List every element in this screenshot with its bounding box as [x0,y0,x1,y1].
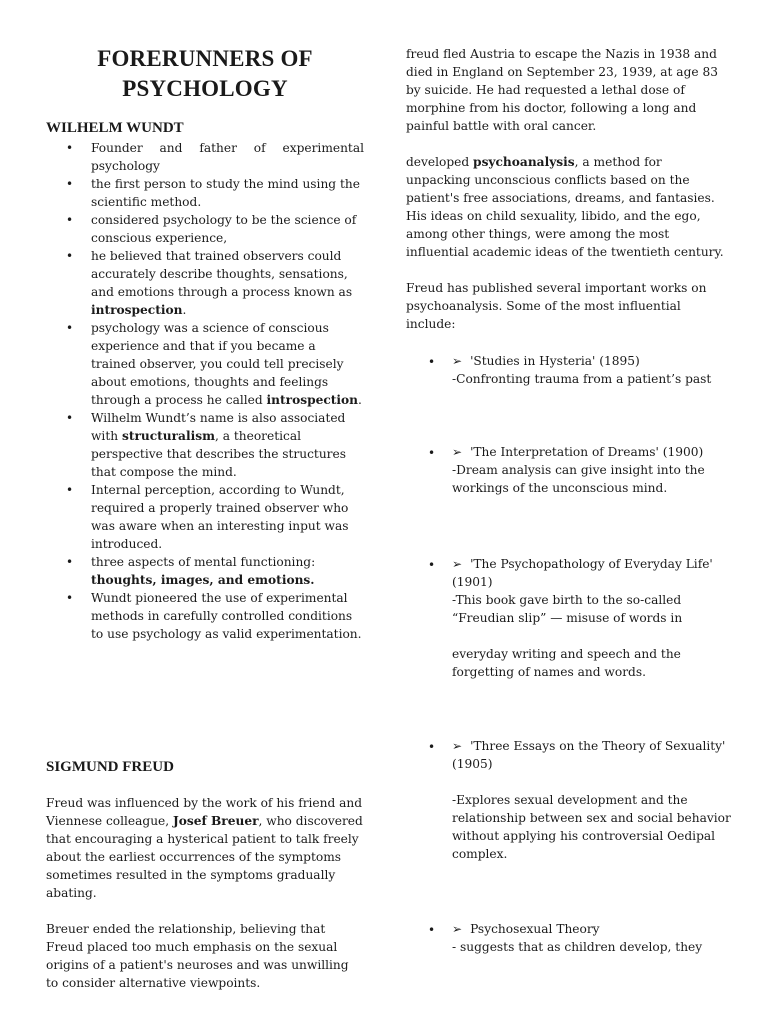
list-item [46,481,364,553]
paragraph-text: , a method for unpacking unconscious conflicts based on the patient's free associations, dreams, and fantasies. His ideas on child sexuality, libido, and the ego, among other things, were among the most influential academic ideas of the twentieth century. [406,155,724,259]
works-list-item [406,555,736,681]
page-title [46,44,364,104]
work-title [452,443,736,461]
arrow-icon: ➢ [452,739,463,753]
work-title-text: 'Three Essays on the Theory of Sexuality' (1905) [452,739,726,771]
left-column [46,44,364,990]
work-description: -This book gave birth to the so-called “Freudian slip” — misuse of words in [452,593,683,625]
work-title-text: 'The Interpretation of Dreams' (1900) [470,445,704,459]
list-item [46,409,364,481]
list-item-text: the first person to study the mind using the scientific method. [91,177,360,209]
bullet-icon: • [428,740,436,754]
list-item-text: Wilhelm Wundt’s name is also associated with [91,411,346,443]
spacer [406,261,724,279]
paragraph-text: , who discovered that encouraging a hysterical patient to talk freely about the earliest occurrences of the symptoms sometimes resulted in the symptoms gradually abating. [46,814,363,900]
list-item-text: he believed that trained observers could accurately describe thoughts, sensations, and emotions through a process known as [91,249,353,299]
list-item [46,319,364,409]
bullet-icon: • [428,355,436,369]
work-title-text: Psychosexual Theory [470,922,600,936]
bold-term: introspection [266,393,359,407]
work-description: - suggests that as children develop, they [452,940,703,954]
right-column [406,45,731,954]
paragraph: Freud has published several important works on psychoanalysis. Some of the most influential include: [406,281,707,331]
bullet-icon: • [428,558,436,572]
paragraph [406,153,724,261]
arrow-icon: ➢ [452,922,463,936]
list-item-text: , a theoretical perspective that describes the structures that compose the mind. [91,429,346,479]
spacer [406,135,724,153]
paragraph: freud fled Austria to escape the Nazis in 1938 and died in England on September 23, 1939, at age 83 by suicide. He had requested a lethal dose of morphine from his doctor, following a long and painful battle with oral cancer. [406,47,718,133]
paragraph [46,794,364,902]
bullet-icon: • [428,923,436,937]
bold-term: structuralism [121,429,215,443]
paragraph-text: developed [406,155,474,169]
work-description: -Confronting trauma from a patient’s past [452,372,712,386]
bullet-icon: • [428,446,436,460]
list-item-text: Internal perception, according to Wundt, required a properly trained observer who was aware when an interesting input was introduced. [91,483,349,551]
work-description: everyday writing and speech and the forgetting of names and words. [452,647,681,679]
list-item-text: . [182,303,187,317]
paragraph: Breuer ended the relationship, believing that Freud placed too much emphasis on the sexual origins of a patient's neuroses and was unwilling to consider alternative viewpoints. [46,922,349,990]
list-item-text: considered psychology to be the science of conscious experience, [91,213,357,245]
freud-heading: SIGMUND FREUD [46,759,174,775]
work-description: -Explores sexual development and the relationship between sex and social behavior without applying his controversial Oedipal complex. [452,793,731,861]
list-item [46,589,364,643]
list-item [46,139,364,175]
works-list-item [406,352,736,388]
work-title-text: 'The Psychopathology of Everyday Life' (1901) [452,557,713,589]
work-title [452,352,736,370]
paragraph-text: Freud was influenced by the work of his friend and Viennese colleague, [46,796,363,828]
list-item [46,175,364,211]
work-description: -Dream analysis can give insight into the workings of the unconscious mind. [452,463,705,495]
list-item [46,247,364,319]
work-title [452,737,736,773]
list-item-text: Wundt pioneered the use of experimental methods in carefully controlled conditions to use psychology as valid experimentation. [91,591,362,641]
arrow-icon: ➢ [452,557,463,571]
bold-term: Josef Breuer [173,814,259,828]
wundt-bullet-list [46,139,364,643]
bold-term: psychoanalysis [473,155,575,169]
title-line-2: PSYCHOLOGY [122,76,288,101]
works-list-item [406,920,736,956]
bold-term: introspection [91,303,183,317]
list-item-text: three aspects of mental functioning: [91,555,316,569]
work-title [452,920,736,938]
list-item-text: . [358,393,362,407]
work-title [452,555,736,591]
title-line-1: FORERUNNERS OF [97,46,313,71]
works-list-item [406,737,736,863]
freud-intro [46,794,364,1010]
spacer [452,773,736,791]
bold-term: thoughts, images, and emotions. [91,573,315,587]
wundt-heading: WILHELM WUNDT [46,120,184,136]
list-item [46,553,364,589]
works-list-item [406,443,736,497]
list-item-text: Founder and father of experimental psychology [91,141,364,173]
arrow-icon: ➢ [452,354,463,368]
arrow-icon: ➢ [452,445,463,459]
list-item [46,211,364,247]
list-item-text: psychology was a science of conscious experience and that if you became a trained observer, you could tell precisely about emotions, thoughts and feelings through a process he called [91,321,344,407]
spacer [452,627,736,645]
work-title-text: 'Studies in Hysteria' (1895) [470,354,640,368]
